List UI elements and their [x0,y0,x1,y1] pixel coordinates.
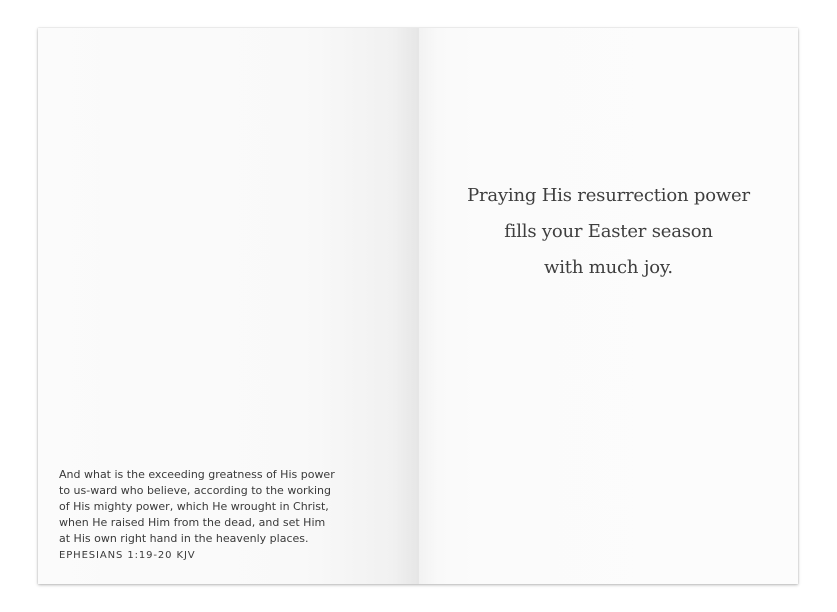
verse-line: And what is the exceeding greatness of His power [59,468,335,481]
greeting-line: Praying His resurrection power [467,185,750,206]
scripture-verse [59,467,359,564]
verse-line: at His own right hand in the heavenly places. [59,532,309,545]
verse-reference: EPHESIANS 1:19-20 KJV [59,550,196,561]
verse-line: to us-ward who believe, according to the working [59,484,331,497]
verse-line: of His mighty power, which He wrought in Christ, [59,500,329,513]
greeting-card-inside [38,28,798,584]
right-panel [419,28,798,584]
greeting-line: fills your Easter season [504,221,713,242]
left-panel [38,28,419,584]
greeting-line: with much joy. [544,257,673,278]
greeting-message [419,178,798,286]
verse-line: when He raised Him from the dead, and set Him [59,516,326,529]
